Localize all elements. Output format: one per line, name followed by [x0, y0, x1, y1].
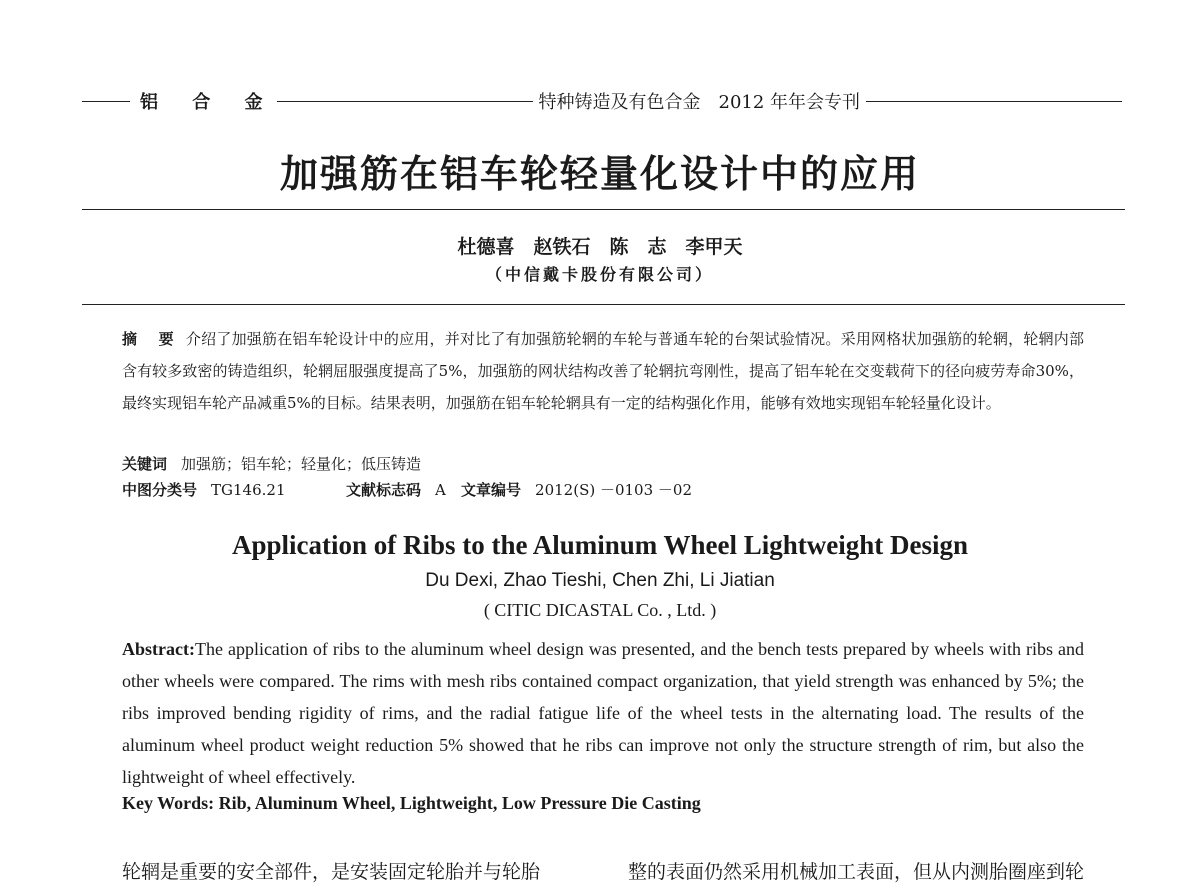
- body-text-right: 整的表面仍然采用机械加工表面，但从内测胎圈座到轮: [628, 861, 1085, 883]
- keywords-en: Key Words: Rib, Aluminum Wheel, Lightweight, Low Pressure Die Casting: [122, 793, 701, 813]
- header-rule-right: [866, 101, 1122, 102]
- abstract-en-text: The application of ribs to the aluminum wheel design was presented, and the bench tests prepared by wheels with ribs and other wheels were compared. The rims with mesh ribs contained compact organization, that yield strength was enhanced by 5%; the ribs improved bending rigidity of rims, and the radial fatigue life of the wheel tests in the alternating load. The results of the aluminum wheel product weight reduction 5% showed that he ribs can improve not only the structure strength of rim, but also the lightweight of wheel effectively.: [122, 639, 1084, 787]
- article-no-label: 文章编号: [461, 481, 522, 499]
- affiliation-en: ( CITIC DICASTAL Co. , Ltd. ): [483, 600, 717, 620]
- header-rule-left: [82, 101, 130, 102]
- keywords-cn-text: 加强筋；铝车轮；轻量化；低压铸造: [181, 455, 422, 473]
- authors-rule: [82, 304, 1125, 305]
- authors-en: Du Dexi, Zhao Tieshi, Chen Zhi, Li Jiatian: [425, 570, 775, 591]
- header-section: 铝 合 金: [140, 92, 277, 113]
- header-journal: 特种铸造及有色合金 2012 年年会专刊: [538, 92, 861, 113]
- keywords-cn: [122, 453, 421, 474]
- abstract-en: [122, 633, 1084, 793]
- abstract-cn-text: 介绍了加强筋在铝车轮设计中的应用，并对比了有加强筋轮辋的车轮与普通车轮的台架试验情况。采用网格状加强筋的轮辋，轮辋内部含有较多致密的铸造组织，轮辋屈服强度提高了5%，加强筋的网状结构改善了轮辋抗弯刚性，提高了铝车轮在交变载荷下的径向疲劳寿命30%，最终实现铝车轮产品减重5%的目标。结果表明，加强筋在铝车轮轮辋具有一定的结构强化作用，能够有效地实现铝车轮轻量化设计。: [122, 330, 1084, 412]
- doc-code-value: A: [435, 481, 446, 499]
- classification-line: [122, 479, 692, 500]
- body-text-left: 轮辋是重要的安全部件，是安装固定轮胎并与轮胎: [122, 861, 541, 883]
- abstract-cn-label: 摘 要: [122, 330, 182, 348]
- affiliation-cn: （中信戴卡股份有限公司）: [485, 265, 714, 284]
- running-header: [82, 88, 1122, 114]
- header-rule-mid: [277, 101, 533, 102]
- doc-code-label: 文献标志码: [346, 481, 422, 499]
- title-rule: [82, 209, 1125, 210]
- clc-value: TG146.21: [211, 481, 286, 499]
- title-cn: 加强筋在铝车轮轻量化设计中的应用: [279, 152, 920, 196]
- title-en: Application of Ribs to the Aluminum Wheel Lightweight Design: [231, 530, 969, 560]
- abstract-en-label: Abstract:: [122, 639, 195, 659]
- authors-cn: 杜德喜 赵铁石 陈 志 李甲天: [457, 236, 743, 258]
- article-no-value: 2012(S) －0103 －02: [535, 481, 692, 499]
- abstract-cn: [122, 323, 1084, 419]
- keywords-cn-label: 关键词: [122, 455, 168, 473]
- clc-label: 中图分类号: [122, 481, 198, 499]
